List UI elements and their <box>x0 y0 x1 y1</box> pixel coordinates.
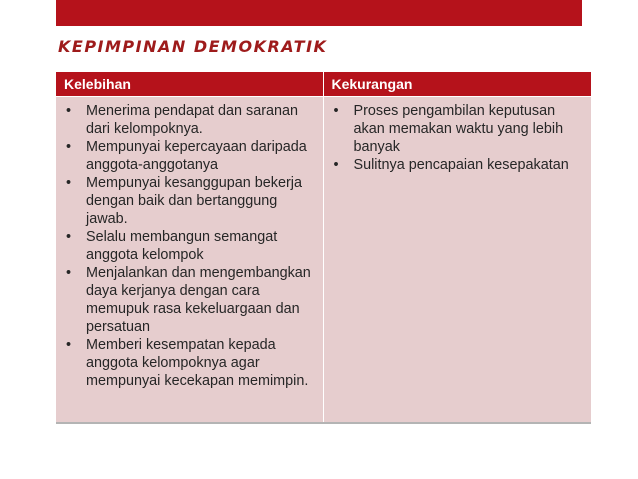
list-item: • Proses pengambilan keputusan akan memakan waktu yang lebih banyak <box>334 102 586 156</box>
top-accent-bar <box>56 0 582 26</box>
kelebihan-list <box>56 97 323 390</box>
table-header-row <box>56 72 591 97</box>
table-row <box>56 97 591 424</box>
list-item: • Memberi kesempatan kepada anggota kelompoknya agar mempunyai kecekapan memimpin. <box>66 336 317 390</box>
cell-kelebihan <box>56 97 323 424</box>
header-kekurangan: Kekurangan <box>323 72 591 97</box>
comparison-table <box>56 72 591 424</box>
list-item: • Menerima pendapat dan saranan dari kelompoknya. <box>66 102 317 138</box>
list-item: • Mempunyai kesanggupan bekerja dengan baik dan bertanggung jawab. <box>66 174 317 228</box>
slide-title: KEPIMPINAN DEMOKRATIK <box>58 37 328 56</box>
list-item: • Sulitnya pencapaian kesepakatan <box>334 156 586 174</box>
cell-kekurangan <box>323 97 591 424</box>
list-item: • Selalu membangun semangat anggota kelompok <box>66 228 317 264</box>
header-kelebihan: Kelebihan <box>56 72 323 97</box>
kekurangan-list <box>324 97 592 174</box>
list-item: • Menjalankan dan mengembangkan daya kerjanya dengan cara memupuk rasa kekeluargaan dan persatuan <box>66 264 317 336</box>
list-item: • Mempunyai kepercayaan daripada anggota-anggotanya <box>66 138 317 174</box>
